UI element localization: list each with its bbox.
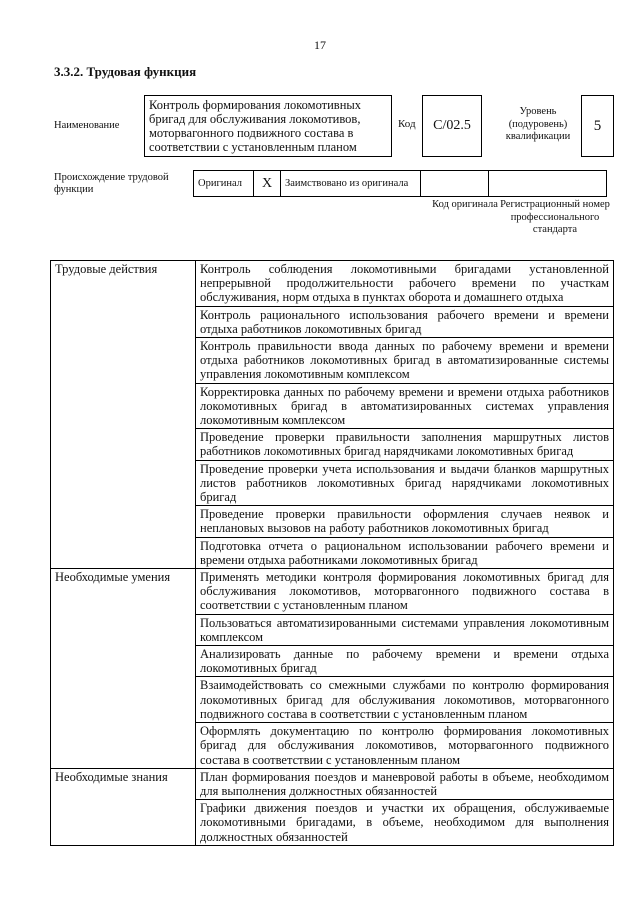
code-label: Код — [398, 118, 416, 130]
code-value: С/02.5 — [422, 95, 482, 157]
section-item: Оформлять документацию по контролю формирования локомотивных бригад для обслуживания локомотивов, моторвагонного подвижного состава в соответствии с установленным планом — [196, 723, 614, 769]
section-item: Корректировка данных по рабочему времени и времени отдыха работников локомотивных бригад в автоматизированных системах управления локомотивным комплексом — [196, 383, 614, 429]
original-code-label: Код оригинала — [432, 199, 498, 210]
original-mark: Х — [254, 171, 281, 197]
section-item: Контроль соблюдения локомотивными бригадами установленной непрерывной продолжительности рабочего времени по участкам обслуживания, норм отдыха в пунктах оборота и домашнего отдыха — [196, 261, 614, 307]
function-name-value: Контроль формирования локомотивных бригад для обслуживания локомотивов, моторвагонного подвижного состава в соответствии с установленным планом — [144, 95, 392, 157]
section-item: Проведение проверки учета использования и выдачи бланков маршрутных листов работников локомотивных бригад нарядчиками локомотивных бригад — [196, 460, 614, 506]
section-item: Графики движения поездов и участки их обращения, обслуживаемые локомотивными бригадами, в объеме, необходимом для выполнения должностных обязанностей — [196, 800, 614, 846]
section-item: Контроль рационального использования рабочего времени и времени отдыха работников локомотивных бригад — [196, 306, 614, 337]
original-code-cell — [421, 171, 489, 197]
borrowed-label: Заимствовано из оригинала — [281, 171, 421, 197]
reg-number-label: Регистрационный номер профессионального стандарта — [500, 199, 610, 235]
table-row — [51, 569, 614, 615]
original-label: Оригинал — [194, 171, 254, 197]
table-row — [51, 768, 614, 799]
section-item: Применять методики контроля формирования локомотивных бригад для обслуживания локомотивов, моторвагонного подвижного состава в соответствии с установленным планом — [196, 569, 614, 615]
section-item: Подготовка отчета о рациональном использовании рабочего времени и времени отдыха работниками локомотивных бригад — [196, 537, 614, 568]
section-item: Пользоваться автоматизированными системами управления локомотивным комплексом — [196, 614, 614, 645]
level-label: Уровень (подуровень) квалификации — [505, 106, 571, 142]
name-label: Наименование — [54, 120, 120, 131]
page-number: 17 — [314, 38, 326, 52]
section-title: 3.3.2. Трудовая функция — [54, 64, 197, 79]
section-item: Проведение проверки правильности оформления случаев неявок и неплановых вызовов на работу работников локомотивных бригад — [196, 506, 614, 537]
function-details-table — [50, 260, 614, 846]
section-item: Анализировать данные по рабочему времени и времени отдыха локомотивных бригад — [196, 646, 614, 677]
section-item: Взаимодействовать со смежными службами по контролю формирования локомотивных бригад для обслуживания локомотивов, моторвагонного подвижного состава в соответствии с установленным планом — [196, 677, 614, 723]
reg-number-cell — [489, 171, 607, 197]
origin-table — [193, 170, 607, 197]
origin-label: Происхождение трудовой функции — [54, 172, 169, 195]
level-value: 5 — [581, 95, 614, 157]
section-item: Проведение проверки правильности заполнения маршрутных листов работников локомотивных бригад нарядчиками локомотивных бригад — [196, 429, 614, 460]
section-category: Необходимые знания — [51, 768, 196, 845]
section-item: План формирования поездов и маневровой работы в объеме, необходимом для выполнения должностных обязанностей — [196, 768, 614, 799]
section-item: Контроль правильности ввода данных по рабочему времени и времени отдыха работников локомотивных бригад в автоматизированные системы управления локомотивным комплексом — [196, 338, 614, 384]
section-category: Необходимые умения — [51, 569, 196, 769]
section-category: Трудовые действия — [51, 261, 196, 569]
table-row — [51, 261, 614, 307]
